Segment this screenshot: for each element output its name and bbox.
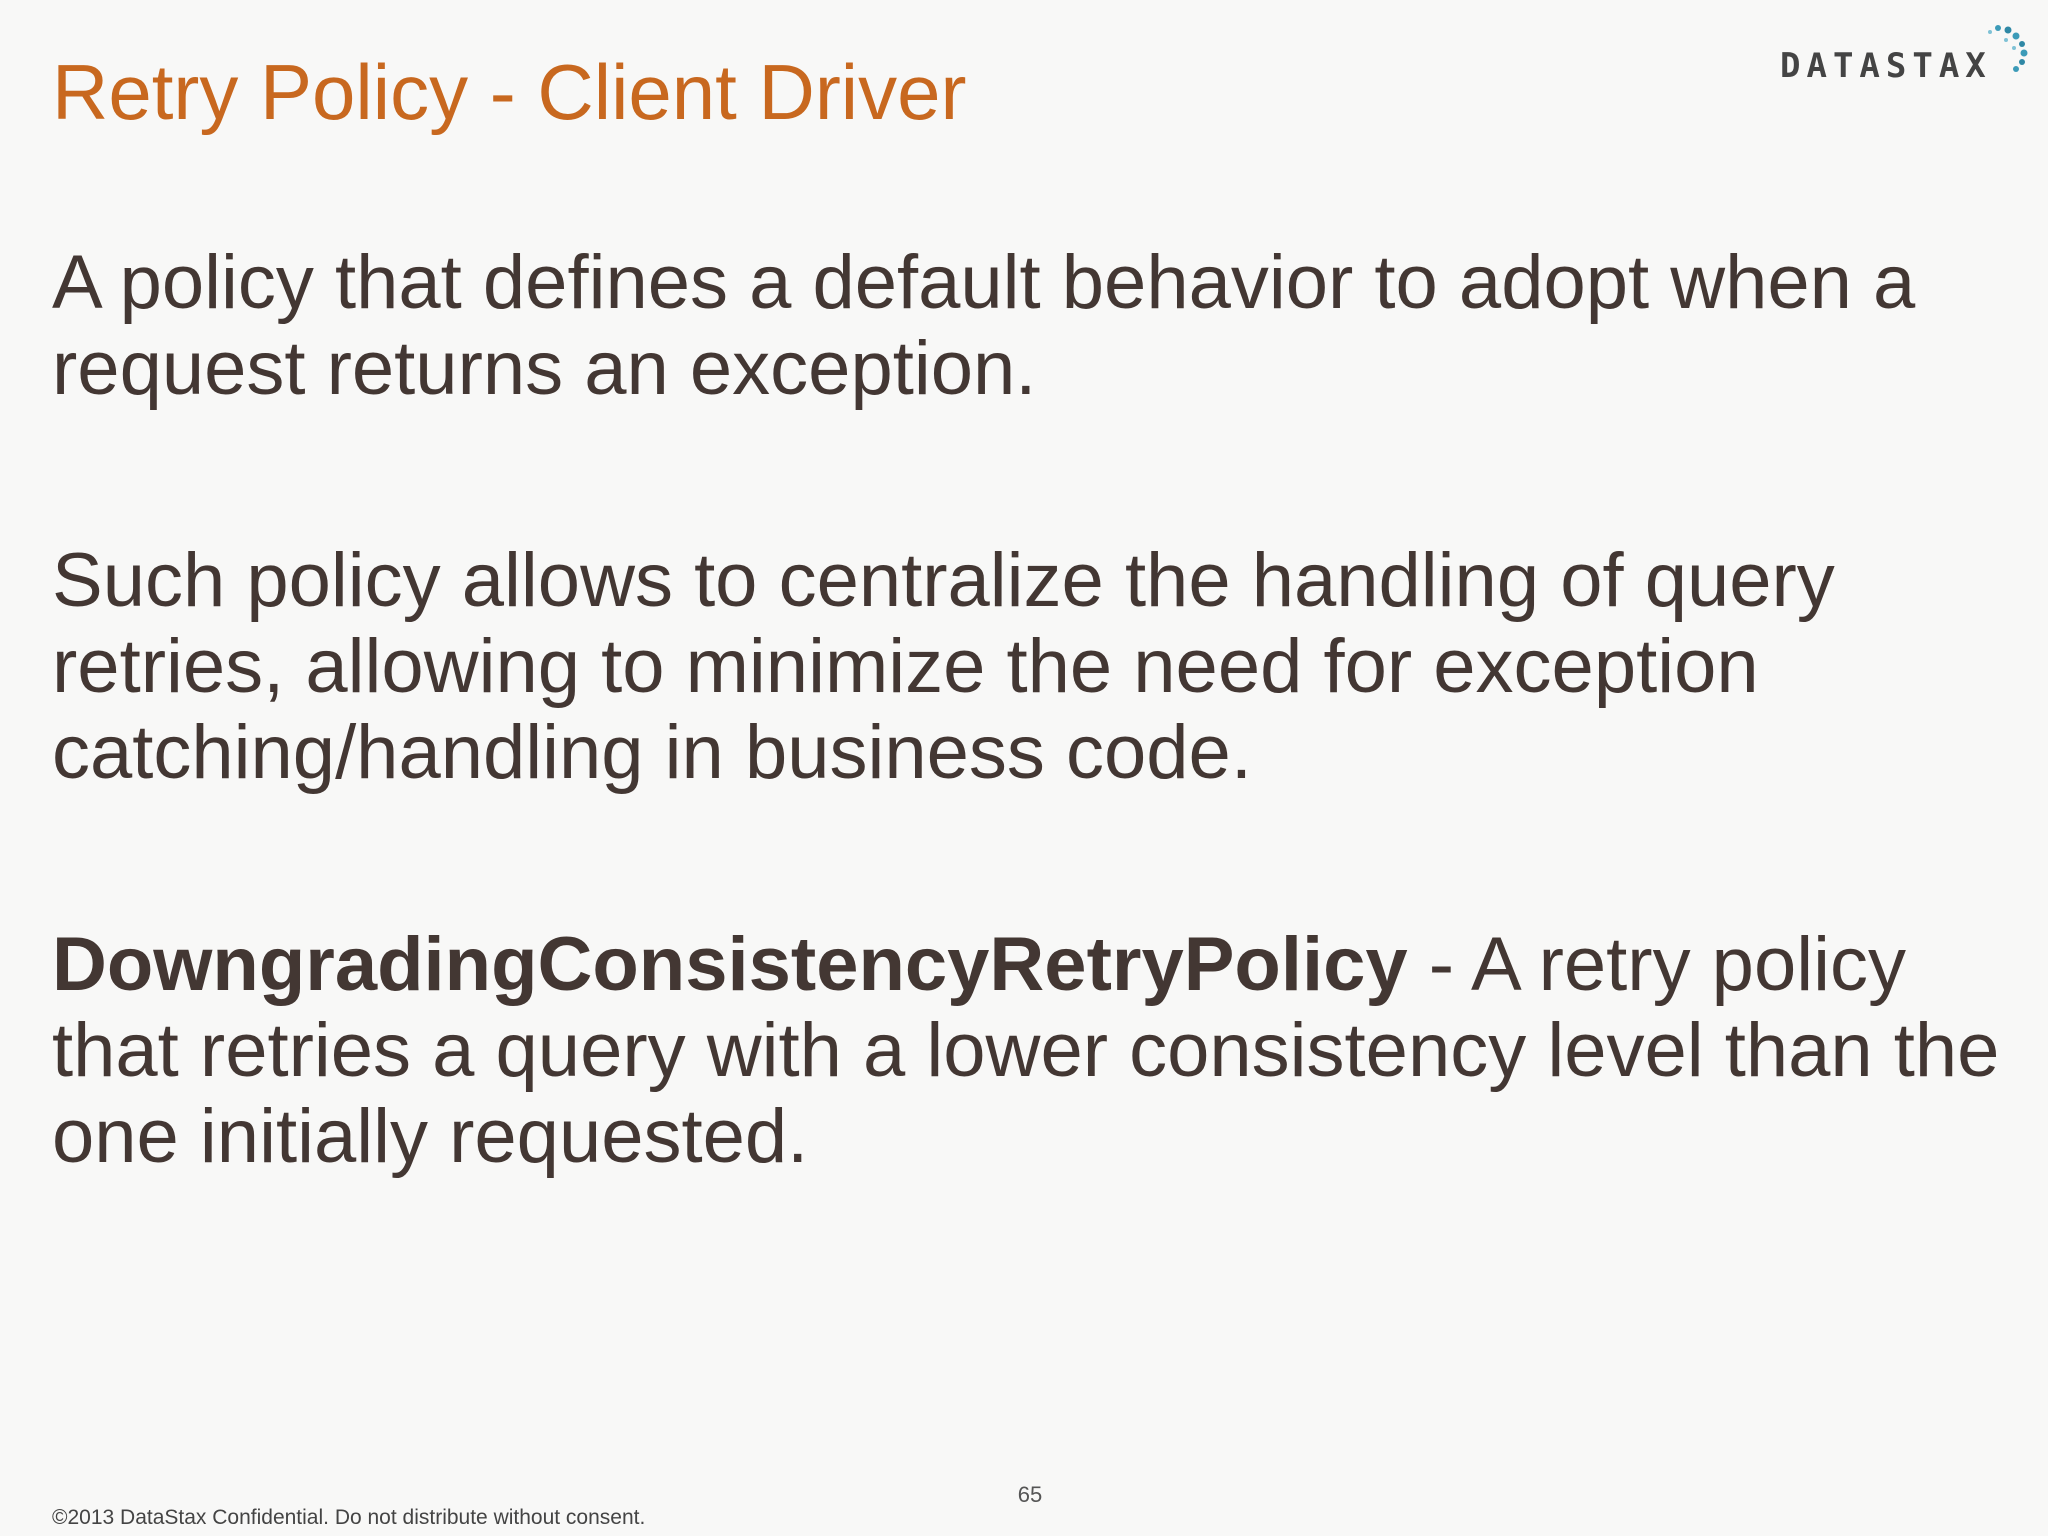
page-number: 65 — [1017, 1482, 1043, 1507]
datastax-logo — [1780, 22, 2030, 86]
paragraph-downgrading-policy — [52, 922, 2002, 1180]
paragraph-policy-purpose: Such policy allows to centralize the handling of query retries, allowing to minimize the need for exception catching/handling in business code. — [52, 538, 1835, 795]
paragraph-policy-definition: A policy that defines a default behavior to adopt when a request returns an exception. — [52, 240, 1916, 411]
copyright-footer: ©2013 DataStax Confidential. Do not distribute without consent. — [52, 1506, 646, 1529]
slide-body — [52, 240, 2002, 1180]
policy-term-description: - A retry policy that retries a query with a lower consistency level than the one initially requested. — [52, 922, 2000, 1179]
slide-title: Retry Policy - Client Driver — [52, 48, 967, 136]
logo-dots-icon — [1970, 22, 2030, 82]
policy-term-name: DowngradingConsistencyRetryPolicy — [52, 922, 1408, 1007]
logo-wordmark: DATASTAX — [1780, 46, 1992, 86]
